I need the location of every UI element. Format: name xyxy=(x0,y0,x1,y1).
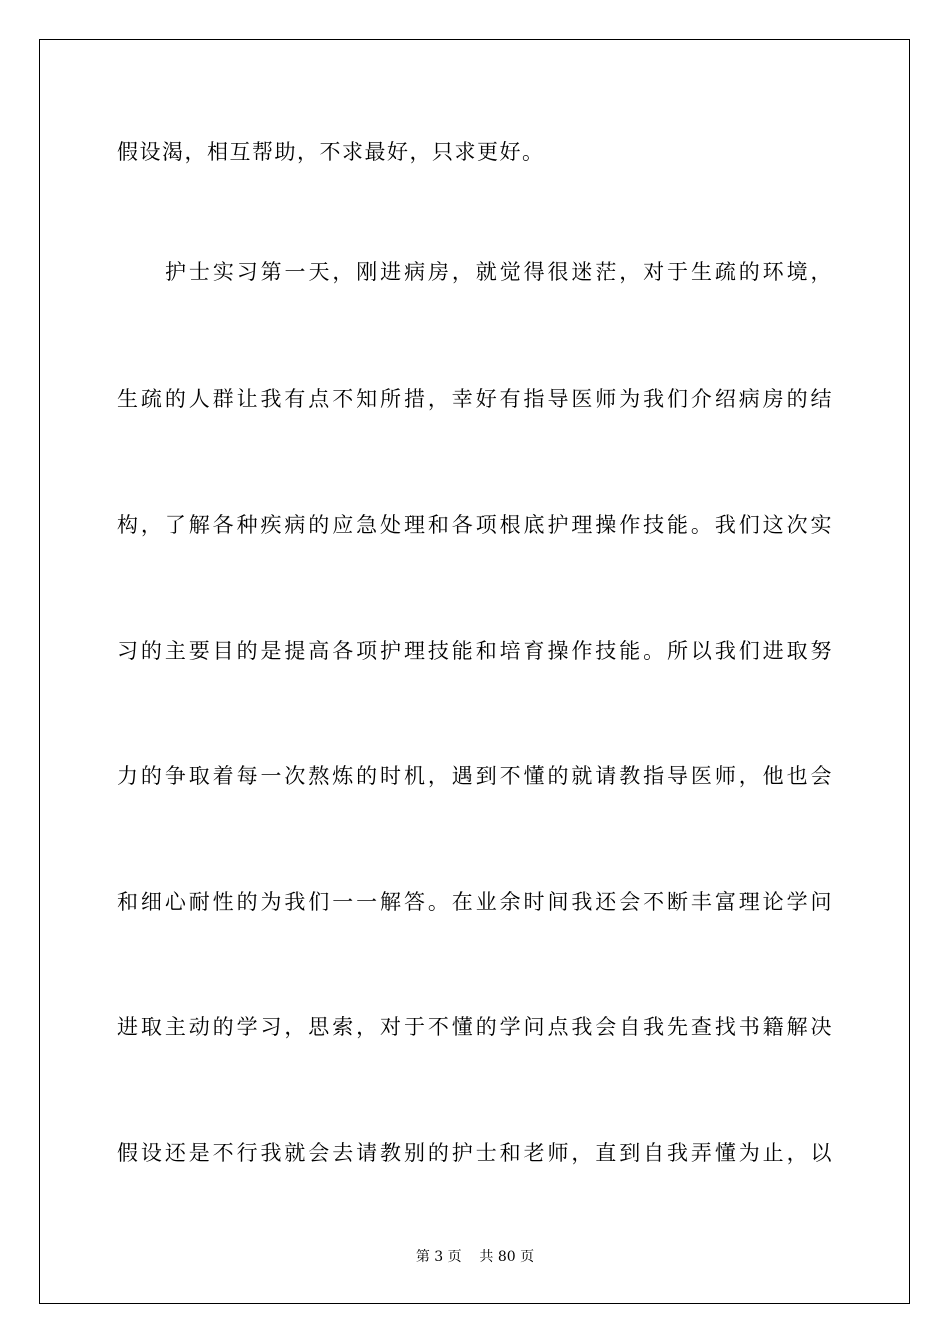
paragraph-line-3: 生疏的人群让我有点不知所措，幸好有指导医师为我们介绍病房的结 xyxy=(117,387,833,411)
paragraph-line-2: 护士实习第一天，刚进病房，就觉得很迷茫，对于生疏的环境， xyxy=(165,260,833,284)
page-border xyxy=(39,39,910,1304)
paragraph-line-9: 假设还是不行我就会去请教别的护士和老师，直到自我弄懂为止，以 xyxy=(117,1141,833,1165)
paragraph-line-5: 习的主要目的是提高各项护理技能和培育操作技能。所以我们进取努 xyxy=(117,639,833,663)
page-number-footer: 第 3 页 共 80 页 xyxy=(415,1249,535,1265)
paragraph-line-4: 构，了解各种疾病的应急处理和各项根底护理操作技能。我们这次实 xyxy=(117,513,833,537)
paragraph-line-8: 进取主动的学习，思索，对于不懂的学问点我会自我先查找书籍解决 xyxy=(117,1015,833,1039)
paragraph-line-7: 和细心耐性的为我们一一解答。在业余时间我还会不断丰富理论学问 xyxy=(117,890,833,914)
paragraph-line-6: 力的争取着每一次熬炼的时机，遇到不懂的就请教指导医师，他也会 xyxy=(117,764,833,788)
paragraph-line-1: 假设渴，相互帮助，不求最好，只求更好。 xyxy=(117,140,545,164)
